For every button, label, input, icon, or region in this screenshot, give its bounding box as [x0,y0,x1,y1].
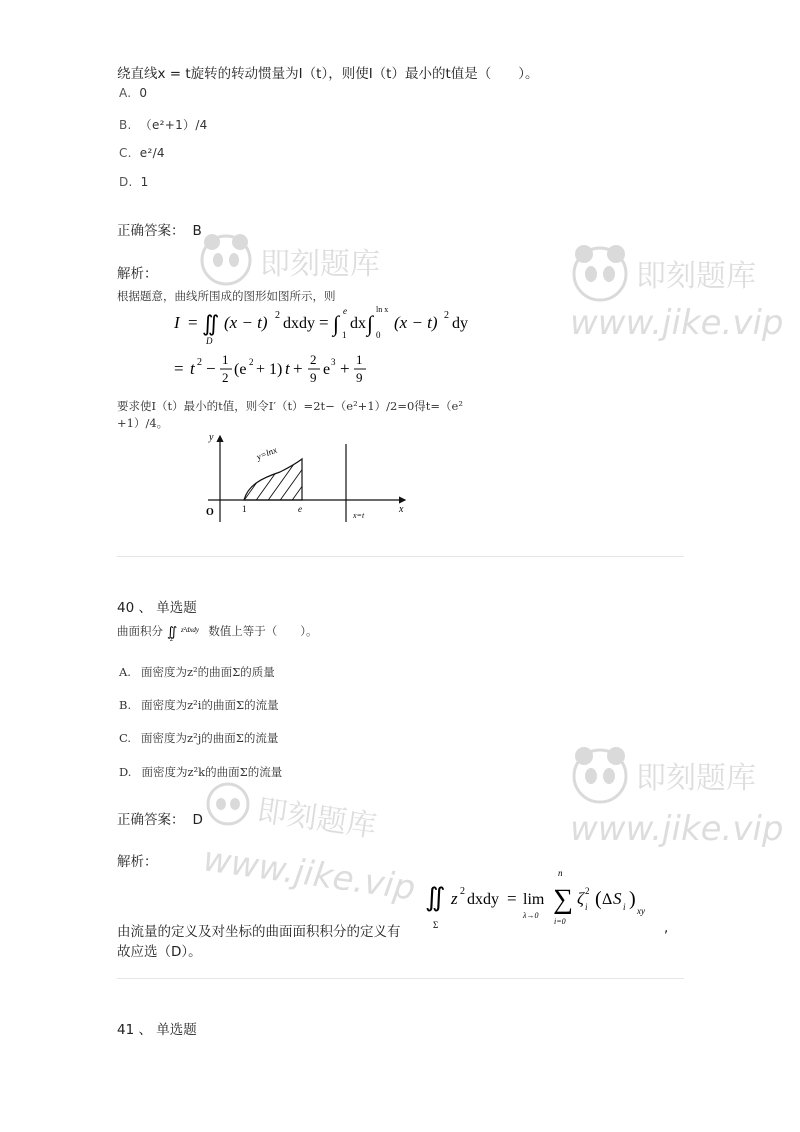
watermark [570,238,784,362]
q40-option-a[interactable] [119,664,275,680]
q39-analysis-line2: +1）/4。 [117,416,169,430]
integral-formula-1 [172,302,472,346]
svg-text:Δ: Δ [602,891,613,908]
svg-text:∫: ∫ [333,311,340,336]
answer-label: 正确答案： [117,223,185,239]
stem-prefix: 曲面积分 [117,624,163,638]
q41-header: 41 、 单选题 [117,1022,197,1038]
region-hatching [230,450,340,520]
flux-formula [425,862,675,934]
svg-text:=: = [188,313,198,332]
answer-value: B [192,223,202,239]
panda-logo-icon [200,780,440,909]
option-text: 0 [139,86,148,100]
svg-text:9: 9 [356,370,363,385]
svg-text:): ) [629,888,636,910]
label-line: x=t [353,511,365,520]
q39-formula-line2 [172,348,392,390]
q40-option-c[interactable] [119,730,278,746]
q40-analysis-label: 解析： [117,854,158,870]
q39-analysis-intro: 根据题意，曲线所围成的图形如图所示，则 [117,289,336,303]
svg-text:2: 2 [444,310,449,321]
q40-header: 40 、 单选题 [117,600,197,616]
label-curve: y=lnx [255,444,279,462]
q40-option-b[interactable] [119,697,279,713]
svg-text:∬: ∬ [166,624,177,639]
label-origin: O [206,507,214,518]
option-text: 面密度为z²的曲面Σ的质量 [140,665,275,679]
watermark [570,740,784,864]
watermark [200,780,440,909]
svg-text:dy: dy [452,315,468,332]
svg-text:dx: dx [350,315,366,332]
svg-text:2: 2 [310,352,317,367]
svg-text:(x − t): (x − t) [394,313,438,332]
svg-text:Σ: Σ [169,638,173,643]
watermark-url: www.jike.vip [200,839,418,909]
label-x: x [399,504,404,515]
panda-logo-icon [198,230,380,290]
svg-text:+ 1): + 1) [256,361,283,378]
q39-option-c[interactable] [119,146,165,160]
svg-text:∬: ∬ [202,311,220,336]
svg-text:∫: ∫ [367,311,374,336]
watermark-brand: 即刻题库 [260,247,380,282]
option-letter: B. [119,118,132,132]
svg-text:z²dxdy: z²dxdy [180,626,199,634]
option-letter: A. [119,665,131,679]
q39-option-d[interactable] [119,175,149,189]
svg-text:−: − [206,359,216,378]
panda-logo-icon [570,740,784,860]
option-letter: C. [119,731,132,745]
watermark-url: www.jike.vip [570,809,784,849]
svg-text:2: 2 [197,357,202,368]
svg-text:t: t [285,359,290,378]
q39-answer [117,219,202,239]
svg-text:lim: lim [523,891,545,908]
section-divider [117,556,684,557]
q39-option-b[interactable] [119,116,208,133]
svg-text:1: 1 [222,352,229,367]
svg-text:e: e [323,361,331,378]
option-text: 面密度为z²i的曲面Σ的流量 [141,698,279,712]
q39-analysis-line1: 要求使I（t）最小的t值，则令I′（t）=2t−（e²+1）/2=0得t=（e² [117,399,463,413]
q39-formula-line1 [172,302,472,346]
svg-text:(e: (e [234,361,247,378]
watermark [198,230,380,294]
svg-text:9: 9 [310,370,317,385]
option-letter: A. [119,86,132,100]
label-tick-1: 1 [242,504,247,514]
q40-formula [425,862,675,934]
svg-text:i: i [585,902,588,912]
svg-text:dxdy: dxdy [467,891,499,908]
svg-text:z: z [451,889,458,908]
q39-stem: 绕直线x = t旋转的转动惯量为I（t），则使I（t）最小的t值是（ ）。 [117,66,539,82]
svg-text:e: e [343,306,347,316]
answer-label: 正确答案： [117,812,185,828]
q39-figure [200,430,415,525]
watermark-brand: 即刻题库 [636,259,756,294]
svg-text:2: 2 [585,886,590,896]
integral-formula-2 [172,348,392,390]
watermark-url: www.jike.vip [570,303,784,343]
svg-text:i=0: i=0 [554,917,566,926]
panda-logo-icon [570,238,784,358]
svg-text:0: 0 [376,330,381,340]
label-y: y [209,432,214,443]
watermark-brand: 即刻题库 [254,793,379,845]
svg-text:=: = [174,359,184,378]
svg-text:S: S [613,889,622,908]
q40-answer [117,808,203,828]
stem-suffix: 数值上等于（ ）。 [208,624,318,638]
svg-text:+: + [340,359,350,378]
svg-text:1: 1 [356,352,363,367]
option-text: 面密度为z²j的曲面Σ的流量 [141,731,279,745]
svg-text:∬: ∬ [425,883,446,912]
option-text: e²/4 [139,146,165,160]
svg-text:Σ: Σ [433,920,439,930]
q40-option-d[interactable] [119,764,282,780]
q40-analysis-line2: 故应选（D）。 [117,944,202,960]
watermark-brand: 即刻题库 [636,761,756,796]
svg-text:=: = [319,313,329,332]
svg-text:1: 1 [342,330,347,340]
answer-value: D [192,812,203,828]
section-divider [117,978,684,979]
svg-text:xy: xy [637,906,645,916]
svg-text:∑: ∑ [553,884,573,915]
svg-text:(x − t): (x − t) [224,313,268,332]
svg-text:t: t [190,359,195,378]
svg-text:i: i [623,902,626,912]
svg-text:+: + [293,359,303,378]
label-tick-e: e [298,504,302,514]
stem-integral [167,622,205,642]
svg-text:2: 2 [460,886,465,897]
svg-text:2: 2 [222,370,229,385]
svg-text:I: I [174,313,180,332]
svg-text:ln x: ln x [376,305,389,314]
option-letter: C. [119,146,132,160]
option-text: （e²+1）/4 [139,118,208,132]
q39-analysis-label: 解析： [117,266,158,282]
svg-text:2: 2 [275,310,280,321]
option-letter: B. [119,698,132,712]
svg-text:dxdy: dxdy [283,315,315,332]
q40-analysis-line1: 由流量的定义及对坐标的曲面面积积分的定义有 [117,924,401,940]
q40-formula-tail: , [664,920,669,936]
region-diagram [200,430,415,525]
svg-text:3: 3 [331,357,336,367]
option-letter: D. [119,175,133,189]
q40-stem [117,622,318,642]
svg-text:ζ: ζ [577,889,584,908]
option-text: 1 [140,175,149,189]
svg-text:λ→0: λ→0 [523,911,539,920]
option-text: 面密度为z²k的曲面Σ的流量 [141,765,283,779]
svg-text:D: D [206,336,213,346]
q39-option-a[interactable] [119,86,147,100]
svg-text:=: = [507,889,517,908]
option-letter: D. [119,765,132,779]
svg-text:n: n [558,868,563,878]
svg-text:(: ( [595,888,602,910]
svg-text:2: 2 [249,357,254,367]
